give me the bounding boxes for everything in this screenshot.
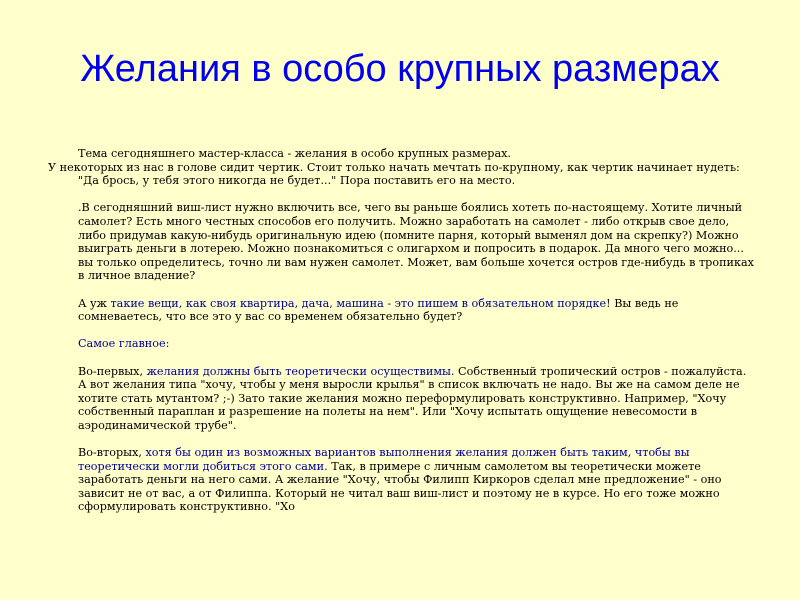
obligatory-lead: А уж	[78, 296, 111, 310]
first-rule-paragraph	[78, 365, 758, 433]
first-rule-highlight: желания должны быть теоретически осуществимы.	[146, 364, 455, 378]
spacer	[78, 283, 758, 297]
first-rule-lead: Во-первых,	[78, 364, 147, 378]
spacer	[78, 432, 758, 446]
second-rule-paragraph	[78, 446, 758, 514]
chertik-paragraph: У некоторых из нас в голове сидит чертик. Стоит только начать мечтать по-крупному, как чертик начинает нудеть: "Да брось, у тебя этого никогда не будет..." Пора поставить его на место.	[48, 160, 740, 188]
spacer	[78, 188, 758, 202]
spacer	[78, 351, 758, 365]
slide-body	[48, 147, 758, 514]
obligatory-tail: ! Вы ведь не сомневаетесь, что все это у вас со временем обязательно будет?	[78, 296, 679, 324]
first-rule-tail: Собственный тропический остров - пожалуйста. А вот желания типа "хочу, чтобы у меня выросли крылья" в список включать не надо. Вы же на самом деле не хотите стать мутантом? ;-) Зато такие желания можно переформулировать конструктивно. Например, "Хочу собственный параплан и разрешение на полеты на нем". Или "Хочу испытать ощущение невесомости в аэродинамической трубе".	[78, 364, 747, 432]
wishlist-paragraph: .В сегодняшний виш-лист нужно включить все, чего вы раньше боялись хотеть по-настоящему. Хотите личный самолет? Есть много честных способов его получить. Можно заработать на самолет - либо открыв свое дело, либо придумав какую-нибудь оригинальную идею (помните парня, который выменял дом на скрепку?) Можно выиграть деньги в лотерею. Можно познакомиться с олигархом и попросить в подарок. Да много чего можно... вы только определитесь, точно ли вам нужен самолет. Может, вам больше хочется остров где-нибудь в тропиках в личное владение?	[78, 201, 754, 283]
second-rule-lead: Во-вторых,	[78, 446, 146, 460]
slide-title: Желания в особо крупных размерах	[80, 48, 720, 90]
obligatory-highlight: такие вещи, как своя квартира, дача, машина - это пишем в обязательном порядке	[110, 296, 607, 310]
second-rule-tail: Так, в примере с личным самолетом вы теоретически можете заработать деньги на него сами. А желание "Хочу, чтобы Филипп Киркоров сделал мне предложение" - оно зависит не от вас, а от Филиппа. Который не читал ваш виш-лист и поэтому не в курсе. Но его тоже можно сформулировать конструктивно. "Хо	[78, 459, 722, 514]
intro-paragraph: Тема сегодняшнего мастер-класса - желания в особо крупных размерах.	[78, 147, 511, 160]
main-heading: Самое главное:	[78, 337, 170, 351]
second-rule-highlight: хотя бы один из возможных вариантов выполнения желания должен быть таким, чтобы вы теоретически могли добиться этого сами.	[78, 446, 690, 473]
spacer	[78, 324, 758, 338]
obligatory-paragraph	[78, 297, 758, 324]
